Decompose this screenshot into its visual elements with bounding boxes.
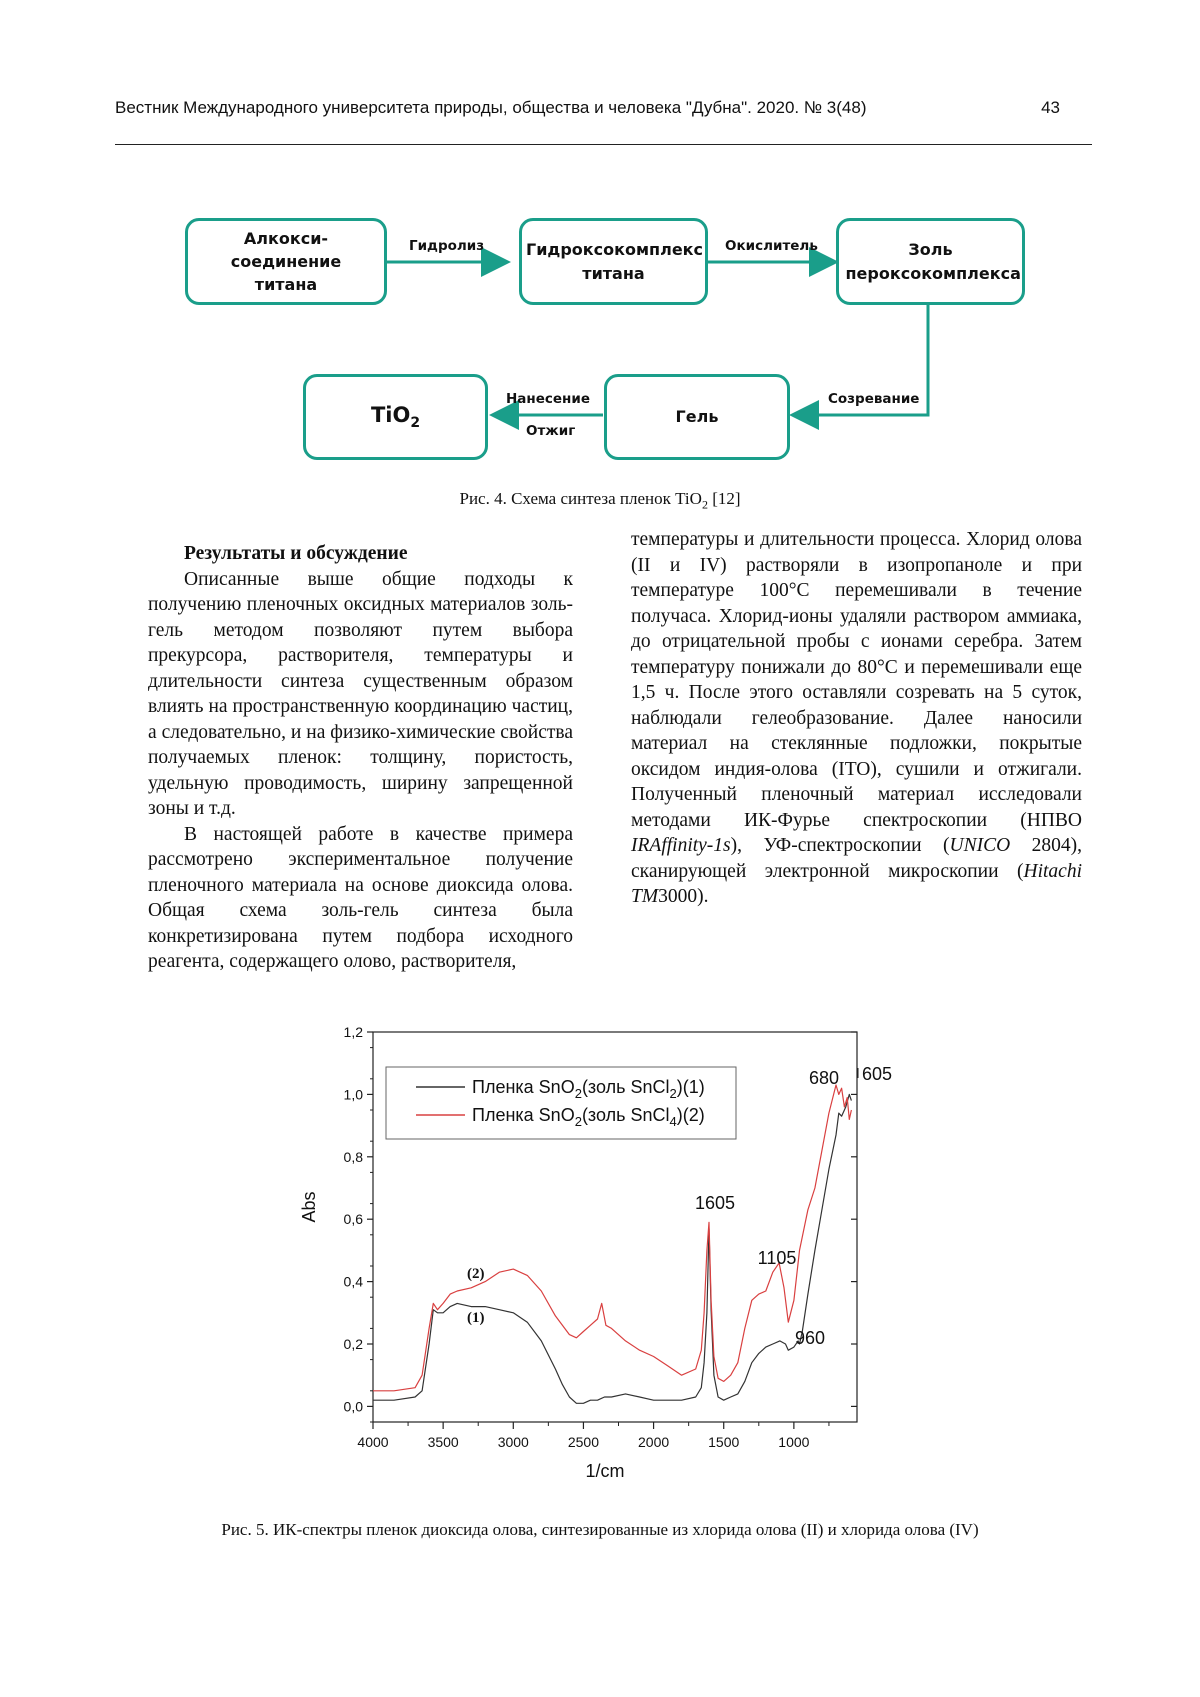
y-tick-label: 0,8 (343, 1148, 363, 1165)
peak-label: 605 (862, 1064, 893, 1084)
y-tick-label: 0,4 (343, 1273, 363, 1290)
x-tick-label: 2000 (638, 1434, 670, 1450)
label-oxidizer: Окислитель (725, 238, 818, 254)
curve-tag: (1) (467, 1310, 485, 1326)
x-tick-label: 2500 (567, 1434, 600, 1450)
x-tick-label: 3000 (497, 1434, 529, 1450)
y-tick-label: 0,6 (343, 1211, 363, 1228)
section-heading: Результаты и обсуждение (184, 543, 408, 564)
left-paragraph-2: В настоящей работе в качестве примера рассмотрено экспериментальное получение пленочного материала на основе диоксида олова. Общая схема золь-гель синтеза была конкретизирована путем подбора исходного реагента, содержащего олово, растворителя, (148, 823, 573, 972)
x-tick-label: 3500 (427, 1434, 459, 1450)
right-paragraph-1: температуры и длительности процесса. Хлорид олова (II и IV) растворяли в изопропаноле и при температуре 100°С перемешивали в течение получаса. Хлорид-ионы удаляли раствором аммиака, до отрицательной пробы с ионами серебра. Затем температуру понижали до 80°С и перемешивали еще 1,5 ч. После этого оставляли созревать на 5 суток, наблюдали гелеобразование. Далее наносили материал на стеклянные подложки, покрытые оксидом индия-олова (ITO), сушили и отжигали. Полученный пленочный материал исследовали методами ИК-Фурье спектроскопии (НПВО IRAffinity-1s), УФ-спектроскопии (UNICO 2804), сканирующей электронной микроскопии (Hitachi TM3000). (631, 529, 1082, 907)
y-tick-label: 0,2 (343, 1336, 363, 1352)
peak-label: 680 (809, 1068, 840, 1088)
figure5-caption: Рис. 5. ИК-спектры пленок диоксида олова, синтезированные из хлорида олова (II) и хлорида олова (IV) (221, 1520, 979, 1539)
box-alkoxy: Алкокси-соединение титана (185, 218, 387, 305)
y-tick-label: 1,2 (343, 1024, 363, 1040)
left-paragraph-1: Описанные выше общие подходы к получению пленочных оксидных материалов золь-гель методом позволяют путем выбора прекурсора, растворителя, температуры и длительности синтеза существенным образом влиять на пространственную координацию частиц, а следовательно, и на физико-химические свойства получаемых пленок: толщину, пористость, удельную проводимость, ширину запрещенной зоны и т.д. (148, 568, 573, 819)
y-tick-label: 1,0 (343, 1086, 363, 1103)
tio2-label: TiO$_2$ (370, 403, 421, 432)
label-deposition: Нанесение (506, 391, 590, 407)
x-tick-label: 4000 (357, 1434, 389, 1450)
box-hydroxo: Гидроксокомплекс титана (519, 218, 708, 305)
figure4-caption: Рис. 4. Схема синтеза пленок TiO$_2$ [12] (459, 489, 741, 512)
journal-title: Вестник Международного университета природы, общества и человека "Дубна". 2020. № 3(48) (115, 98, 867, 117)
peak-label: 1605 (694, 1193, 736, 1213)
y-axis-title: Abs (299, 1191, 319, 1223)
x-axis-title: 1/cm (585, 1461, 625, 1481)
label-hydrolysis: Гидролиз (409, 238, 485, 254)
legend-label-2: Пленка SnO$_2$(золь SnCl$_4$)(2) (472, 1105, 705, 1129)
page-number: 43 (1041, 98, 1060, 117)
y-tick-label: 0,0 (343, 1398, 363, 1415)
x-tick-label: 1500 (708, 1434, 740, 1450)
curve-tag: (2) (467, 1266, 485, 1282)
box-gel: Гель (604, 374, 790, 460)
box-sol: Золь пероксокомплекса (836, 218, 1025, 305)
x-tick-label: 1000 (778, 1434, 810, 1450)
peak-label: 960 (794, 1328, 826, 1348)
label-aging: Созревание (828, 391, 920, 407)
peak-label: 1105 (757, 1248, 797, 1268)
legend-label-1: Пленка SnO$_2$(золь SnCl$_2$)(1) (472, 1077, 705, 1101)
label-annealing: Отжиг (526, 423, 576, 439)
